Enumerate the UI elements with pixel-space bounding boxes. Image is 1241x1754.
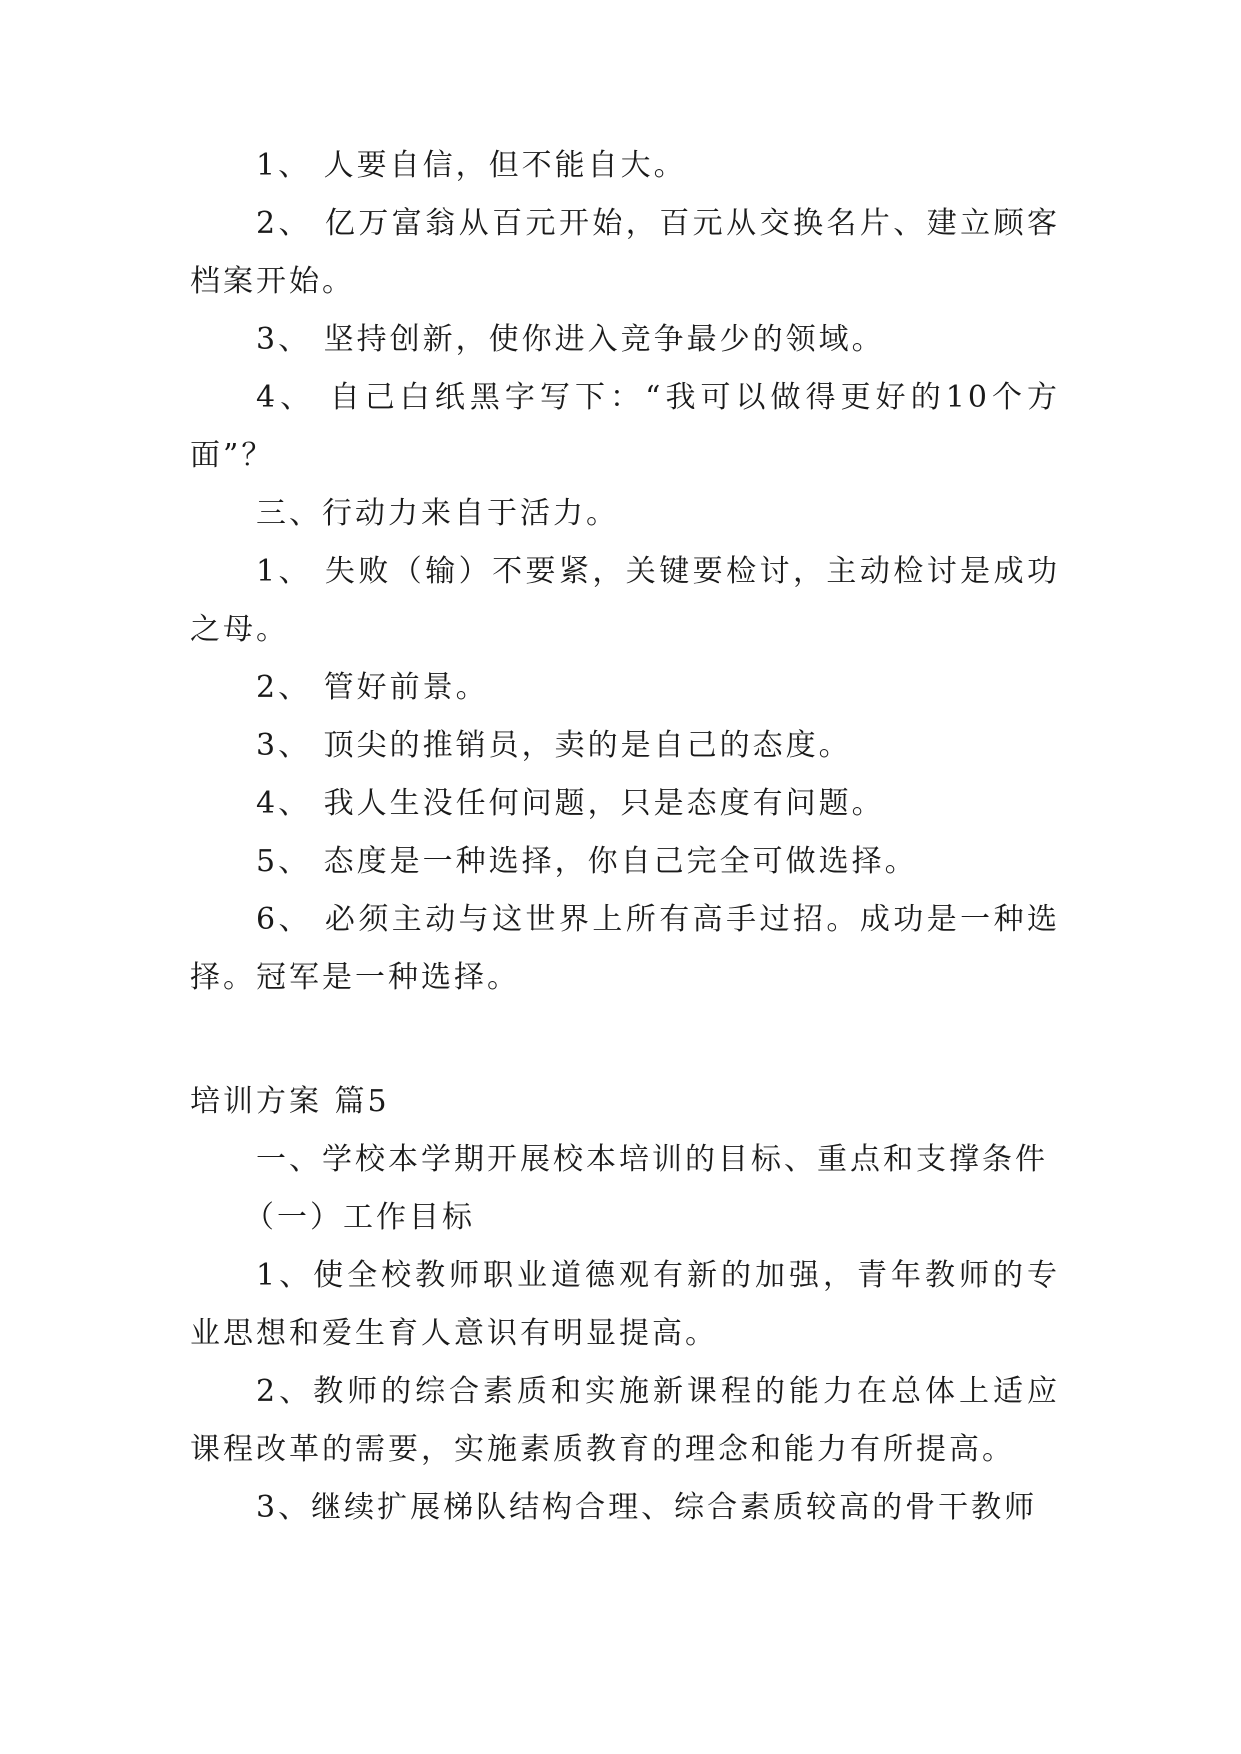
list-item: 3、 坚持创新，使你进入竞争最少的领域。 [256, 322, 885, 357]
list-item: 1、 失败（输）不要紧，关键要检讨，主动检讨是成功之母。 [190, 554, 1060, 647]
section-heading: 三、行动力来自于活力。 [256, 496, 619, 531]
list-item: 4、 我人生没任何问题，只是态度有问题。 [256, 786, 885, 821]
paragraph: 3、继续扩展梯队结构合理、综合素质较高的骨干教师 [256, 1490, 1038, 1525]
paragraph: 一、学校本学期开展校本培训的目标、重点和支撑条件 [256, 1142, 1048, 1177]
section-b [190, 1073, 1060, 1537]
list-item: 1、 人要自信，但不能自大。 [256, 148, 687, 183]
list-item: 5、 态度是一种选择，你自己完全可做选择。 [256, 844, 918, 879]
section-title: 培训方案 篇5 [190, 1084, 390, 1119]
paragraph: 1、使全校教师职业道德观有新的加强，青年教师的专业思想和爱生育人意识有明显提高。 [190, 1258, 1060, 1351]
list-item: 2、 亿万富翁从百元开始，百元从交换名片、建立顾客档案开始。 [190, 206, 1060, 299]
paragraph: 2、教师的综合素质和实施新课程的能力在总体上适应课程改革的需要，实施素质教育的理念和能力有所提高。 [190, 1374, 1060, 1467]
list-item: 2、 管好前景。 [256, 670, 489, 705]
section-list-a [190, 137, 1060, 1007]
subheading: （一）工作目标 [244, 1200, 475, 1235]
list-item: 6、 必须主动与这世界上所有高手过招。成功是一种选择。冠军是一种选择。 [190, 902, 1060, 995]
list-item: 3、 顶尖的推销员，卖的是自己的态度。 [256, 728, 852, 763]
list-item: 4、 自己白纸黑字写下：“我可以做得更好的10个方面”？ [190, 380, 1060, 473]
